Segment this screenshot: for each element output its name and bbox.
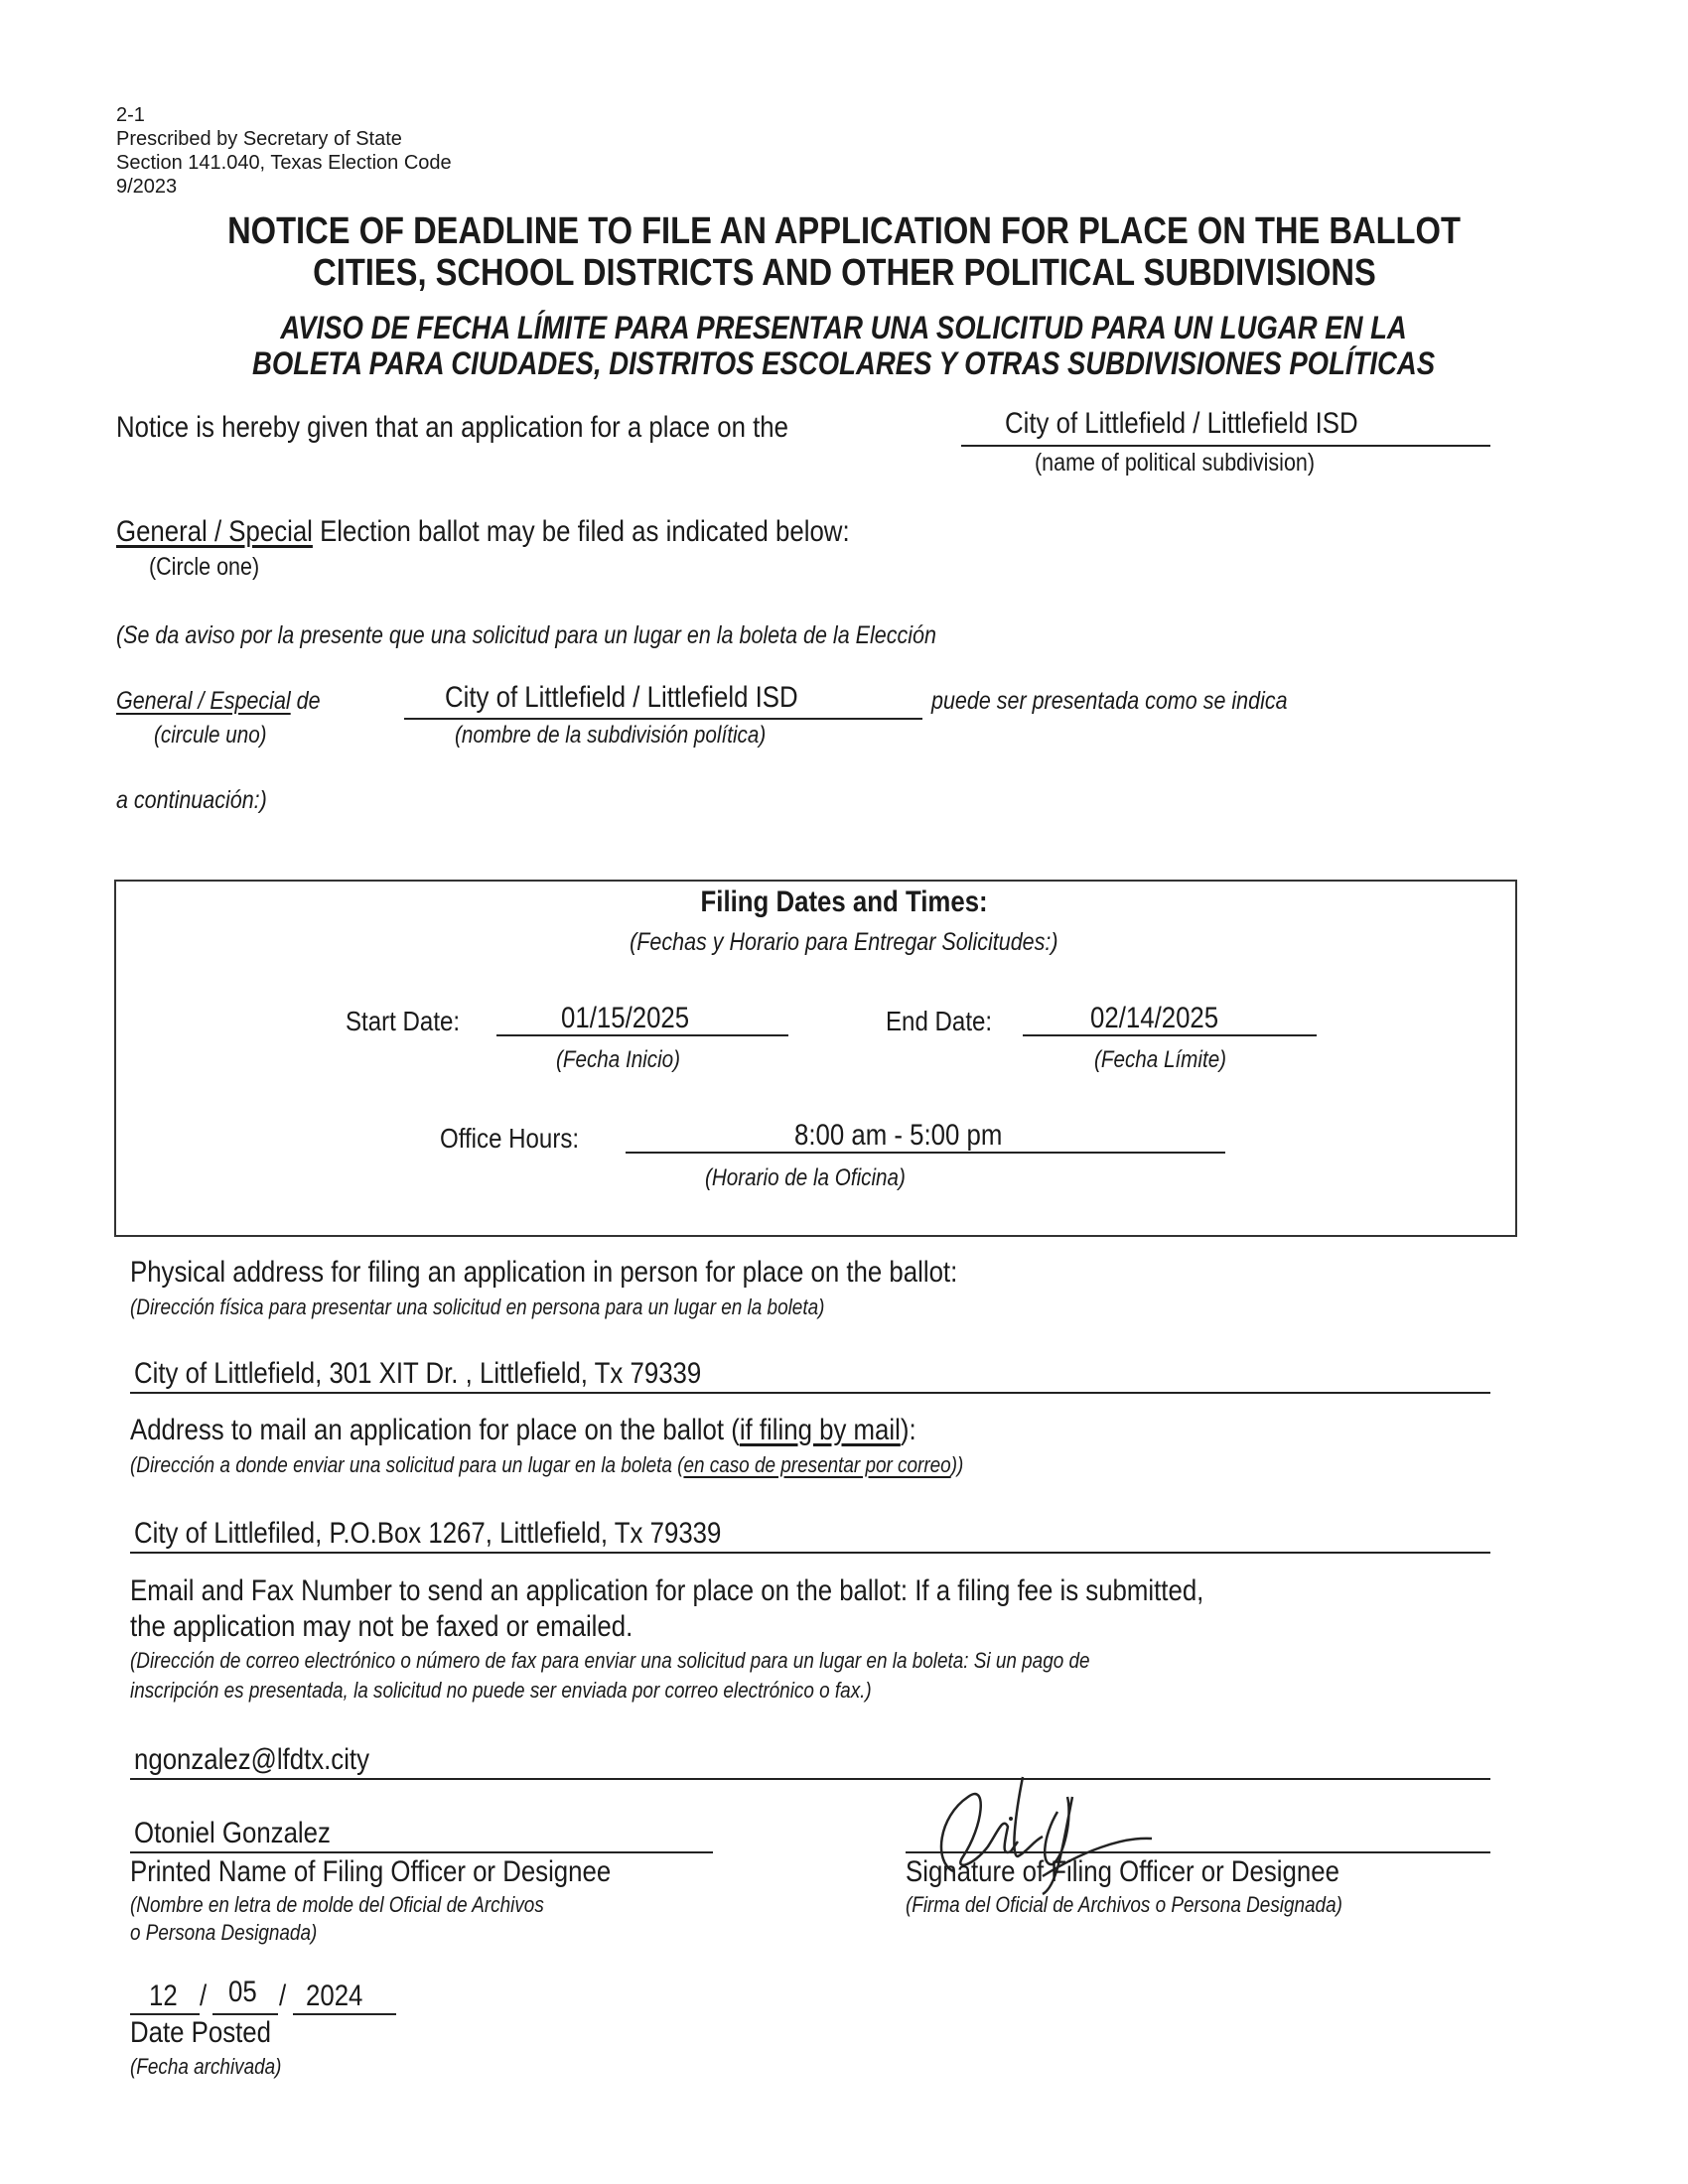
date-sep-2: / [279,1979,287,2012]
revision-date: 9/2023 [116,176,178,198]
signature-label: Signature of Filing Officer or Designee [906,1855,1339,1888]
email-label-2: the application may not be faxed or emailed. [130,1610,633,1643]
election-type-line: General / Special Election ballot may be filed as indicated below: [116,515,850,548]
officer-name-value: Otoniel Gonzalez [134,1817,331,1849]
end-date-label: End Date: [886,1006,993,1036]
end-date-value: 02/14/2025 [1090,1002,1219,1034]
date-sep-1: / [200,1979,208,2012]
date-posted-label: Date Posted [130,2016,271,2049]
notice-es-election: General / Especial de [116,687,321,715]
email-label-es-2: inscripción es presentada, la solicitud no puede ser enviada por correo electrónico o fax.) [130,1678,872,1703]
office-hours-caption: (Horario de la Oficina) [705,1164,906,1191]
circle-caption-es: (circule uno) [154,722,267,749]
date-month: 12 [149,1979,178,2012]
form-number: 2-1 [116,104,145,126]
office-hours-label: Office Hours: [440,1123,580,1154]
continuation: a continuación:) [116,786,267,814]
date-posted-label-es: (Fecha archivada) [130,2054,282,2079]
title-line-2: CITIES, SCHOOL DISTRICTS AND OTHER POLITICAL SUBDIVISIONS [312,252,1376,294]
subdivision-caption: (name of political subdivision) [1035,449,1316,477]
subdivision-es-value: City of Littlefield / Littlefield ISD [445,681,798,714]
email-label-1: Email and Fax Number to send an application for place on the ballot: If a filing fee is submitted, [130,1574,1204,1607]
office-hours-value: 8:00 am - 5:00 pm [794,1119,1003,1152]
form-header [116,103,452,199]
mail-address-label-es: (Dirección a donde enviar una solicitud para un lugar en la boleta (en caso de presentar por correo)) [130,1452,964,1477]
email-label-es-1: (Dirección de correo electrónico o número de fax para enviar una solicitud para un lugar en la boleta: Si un pago de [130,1648,1090,1673]
prescribed-by: Prescribed by Secretary of State [116,128,402,150]
subdivision-line [961,445,1490,447]
signature-label-es: (Firma del Oficial de Archivos o Persona Designada) [906,1892,1342,1917]
filing-title: Filing Dates and Times: [700,886,988,918]
title-es-line-2: BOLETA PARA CIUDADES, DISTRITOS ESCOLARES Y OTRAS SUBDIVISIONES POLÍTICAS [252,345,1436,381]
date-day-line [212,2013,278,2015]
date-month-line [130,2013,200,2015]
email-value: ngonzalez@lfdtx.city [134,1743,370,1776]
filing-title-es: (Fechas y Horario para Entregar Solicitudes:) [630,928,1058,956]
officer-name-label-es-1: (Nombre en letra de molde del Oficial de Archivos [130,1892,544,1917]
notice-es-rest: puede ser presentada como se indica [931,687,1288,715]
title-line-1: NOTICE OF DEADLINE TO FILE AN APPLICATION FOR PLACE ON THE BALLOT [227,210,1461,252]
date-year-line [293,2013,396,2015]
date-day: 05 [228,1976,257,2008]
physical-address-value: City of Littlefield, 301 XIT Dr. , Littlefield, Tx 79339 [134,1357,702,1390]
physical-address-label-es: (Dirección física para presentar una solicitud en persona para un lugar en la boleta) [130,1295,825,1319]
notice-intro: Notice is hereby given that an application for a place on the [116,411,788,444]
subdivision-caption-es: (nombre de la subdivisión política) [455,722,767,749]
officer-name-line [130,1851,713,1853]
start-date-label: Start Date: [346,1006,461,1036]
notice-es-intro: (Se da aviso por la presente que una solicitud para un lugar en la boleta de la Elección [116,621,936,649]
officer-name-label-es-2: o Persona Designada) [130,1920,318,1945]
date-year: 2024 [306,1979,363,2012]
mail-address-line [130,1552,1490,1554]
election-type: General / Special [116,515,313,548]
officer-name-label: Printed Name of Filing Officer or Designee [130,1855,612,1888]
mail-address-label: Address to mail an application for place on the ballot (if filing by mail): [130,1414,916,1446]
subdivision-value: City of Littlefield / Littlefield ISD [1005,407,1358,440]
end-date-caption: (Fecha Límite) [1094,1046,1227,1073]
signature-line [906,1851,1490,1853]
physical-address-label: Physical address for filing an application in person for place on the ballot: [130,1256,958,1289]
start-date-caption: (Fecha Inicio) [556,1046,681,1073]
title-es-line-1: AVISO DE FECHA LÍMITE PARA PRESENTAR UNA SOLICITUD PARA UN LUGAR EN LA [280,310,1408,345]
physical-address-line [130,1392,1490,1394]
subdivision-es-line [404,718,922,720]
code-section: Section 141.040, Texas Election Code [116,152,452,174]
start-date-value: 01/15/2025 [561,1002,690,1034]
mail-address-value: City of Littlefiled, P.O.Box 1267, Littlefield, Tx 79339 [134,1517,722,1550]
email-line [130,1778,1490,1780]
circle-caption: (Circle one) [149,553,260,581]
